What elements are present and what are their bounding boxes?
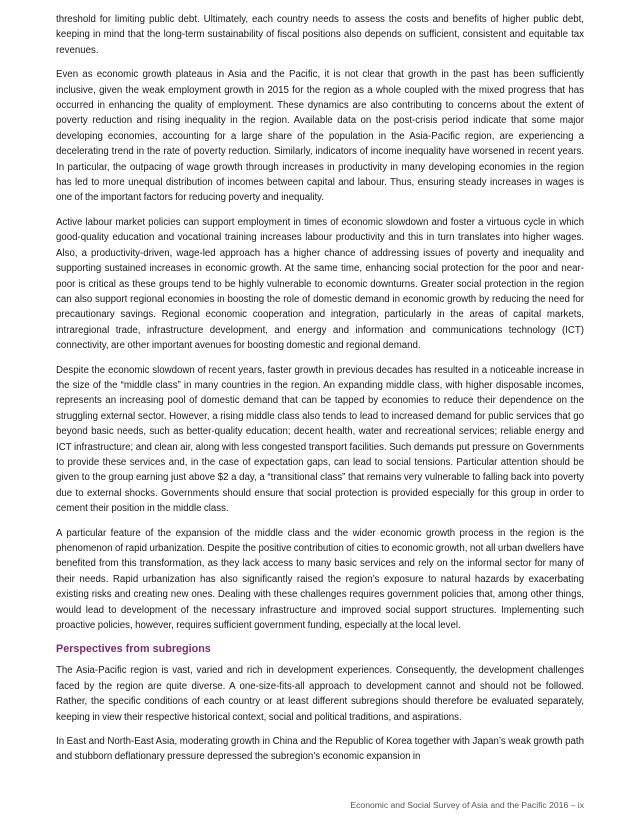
section-heading-subregions: Perspectives from subregions (56, 643, 211, 656)
paragraph-public-debt: threshold for limiting public debt. Ultimately, each country needs to assess the costs and benefits of higher public debt, keeping in mind that the long-term sustainability of fiscal positions also depends on sufficient, consistent and equitable tax revenues. (56, 14, 584, 56)
paragraph-inclusive-growth: Even as economic growth plateaus in Asia and the Pacific, it is not clear that growth in the past has been sufficiently inclusive, given the weak employment growth in 2015 for the region as a whole coupled with the mixed progress that has occurred in enhancing the quality of employment. These dynamics are also contributing to concerns about the extent of poverty reduction and rising inequality in the region. Available data on the post-crisis period indicate that some major developing economies, accounting for a large share of the population in the Asia-Pacific region, are experiencing a decelerating trend in the rate of poverty reduction. Similarly, indicators of income inequality have worsened in recent years. In particular, the outpacing of wage growth through increases in productivity in many developing economies in the region has led to more unequal distribution of incomes between capital and labour. Thus, ensuring steady increases in wages is one of the important factors for reducing poverty and inequality. (56, 69, 584, 204)
paragraph-urbanization: A particular feature of the expansion of the middle class and the wider economic growth process in the region is the phenomenon of rapid urbanization. Despite the positive contribution of cities to economic growth, not all urban dwellers have benefited from this transformation, as they lack access to many basic services and rely on the informal sector for many of their needs. Rapid urbanization has also significantly raised the region’s exposure to natural hazards by exacerbating existing risks and creating new ones. Dealing with these challenges requires government policies that, among other things, would lead to development of the necessary infrastructure and improved social support structures. Implementing such proactive policies, however, requires sufficient government funding, especially at the local level. (56, 527, 584, 632)
paragraph-middle-class: Despite the economic slowdown of recent years, faster growth in previous decades has resulted in a noticeable increase in the size of the “middle class” in many countries in the region. An expanding middle class, with higher disposable incomes, represents an increasing pool of domestic demand that can be tapped by economies to reduce their dependence on the struggling external sector. However, a rising middle class also tends to lead to increased demand for public services that go beyond basic needs, such as better-quality education; decent health, water and recreational services; reliable energy and ICT infrastructure; and clean air, along with less congested transport facilities. Such demands put pressure on Governments to provide these services and, in the case of expectation gaps, can lead to social tensions. Particular attention should be given to the group earning just above $2 a day, a “transitional class” that remains very vulnerable to falling back into poverty due to external shocks. Governments should ensure that social protection is provided especially for this group in order to cement their position in the middle class. (56, 364, 584, 515)
page-footer: Economic and Social Survey of Asia and the Pacific 2016 – ix (350, 800, 584, 810)
paragraph-east-north-east-asia: In East and North-East Asia, moderating growth in China and the Republic of Korea together with Japan’s weak growth path and stubborn deflationary pressure depressed the subregion’s economic expansion in (56, 736, 584, 763)
paragraph-asia-pacific-diversity: The Asia-Pacific region is vast, varied and rich in development experiences. Consequently, the development challenges faced by the region are quite diverse. A one-size-fits-all approach to development cannot and should not be followed. Rather, the specific conditions of each country or at least different subregions should therefore be evaluated separately, keeping in view their respective historical context, social and political traditions, and aspirations. (56, 665, 584, 723)
paragraph-labour-market-policies: Active labour market policies can support employment in times of economic slowdown and foster a virtuous cycle in which good-quality education and vocational training increases labour productivity and this in turn translates into higher wages. Also, a productivity-driven, wage-led approach has a higher chance of addressing issues of poverty and inequality and supporting sustained increases in economic growth. At the same time, enhancing social protection for the poor and near-poor is critical as these groups tend to be highly vulnerable to economic downturns. Greater social protection in the region can also support regional economies in boosting the role of domestic demand in economic growth by reducing the need for precautionary savings. Regional economic cooperation and integration, particularly in the areas of capital markets, intraregional trade, infrastructure development, and energy and information and communications technology (ICT) connectivity, are other important avenues for boosting domestic and regional demand. (56, 216, 584, 352)
page-body (56, 12, 584, 774)
